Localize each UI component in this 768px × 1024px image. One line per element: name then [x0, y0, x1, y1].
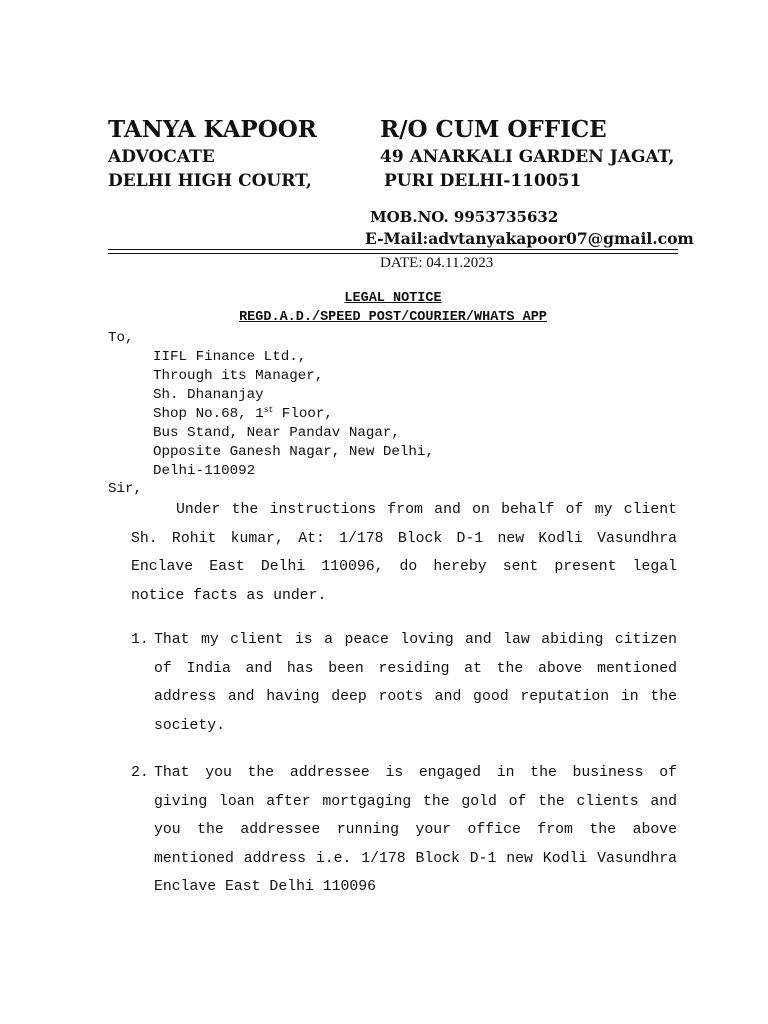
recipient-line: IIFL Finance Ltd.,	[153, 349, 307, 365]
recipient-line: Through its Manager,	[153, 368, 324, 384]
recipient-line: Opposite Ganesh Nagar, New Delhi,	[153, 444, 434, 460]
salutation: Sir,	[108, 481, 143, 497]
divider-top	[108, 249, 678, 250]
office-heading: R/O CUM OFFICE	[380, 116, 607, 143]
recipient-line	[108, 405, 434, 424]
list-item-text: That you the addressee is engaged in the business of giving loan after mortgaging the gold of the clients and you the addressee running your office from the above mentioned address i.e. 1/178 Block D-1 new Kodli Vasundhra Enclave East Delhi 110096	[154, 765, 677, 896]
notice-date: DATE: 04.11.2023	[380, 255, 494, 271]
list-item	[131, 626, 677, 740]
court-name: DELHI HIGH COURT,	[108, 171, 312, 191]
floor-text: Floor,	[273, 406, 333, 422]
ordinal-suffix: st	[263, 406, 274, 415]
email-address: E-Mail:advtanyakapoor07@gmail.com	[365, 229, 694, 248]
delivery-mode: REGD.A.D./SPEED POST/COURIER/WHATS APP	[239, 310, 547, 325]
list-item-text: That my client is a peace loving and law abiding citizen of India and has been residing at the above mentioned address and having deep roots and good reputation in the society.	[154, 632, 677, 734]
list-item-number: 1.	[131, 632, 149, 648]
shop-number: Shop No.68, 1	[153, 406, 264, 422]
office-address-line1: 49 ANARKALI GARDEN JAGAT,	[380, 147, 675, 167]
list-item	[131, 759, 677, 902]
notice-title: LEGAL NOTICE	[344, 291, 442, 306]
divider-bottom	[108, 253, 678, 254]
list-item-number: 2.	[131, 765, 149, 781]
intro-paragraph: Under the instructions from and on behalf of my client Sh. Rohit kumar, At: 1/178 Block D-1 new Kodli Vasundhra Enclave East Delhi 110096, do hereby sent present legal notice facts as under.	[131, 502, 677, 604]
recipient-line: Delhi-110092	[153, 463, 256, 479]
recipient-line: Sh. Dhananjay	[153, 387, 264, 403]
recipient-to: To,	[108, 330, 134, 346]
mobile-number: MOB.NO. 9953735632	[370, 208, 559, 226]
office-address-line2: PURI DELHI-110051	[384, 171, 582, 191]
recipient-line: Bus Stand, Near Pandav Nagar,	[153, 425, 400, 441]
recipient-address	[108, 329, 434, 481]
advocate-name: TANYA KAPOOR	[108, 116, 317, 143]
advocate-title: ADVOCATE	[108, 147, 215, 167]
